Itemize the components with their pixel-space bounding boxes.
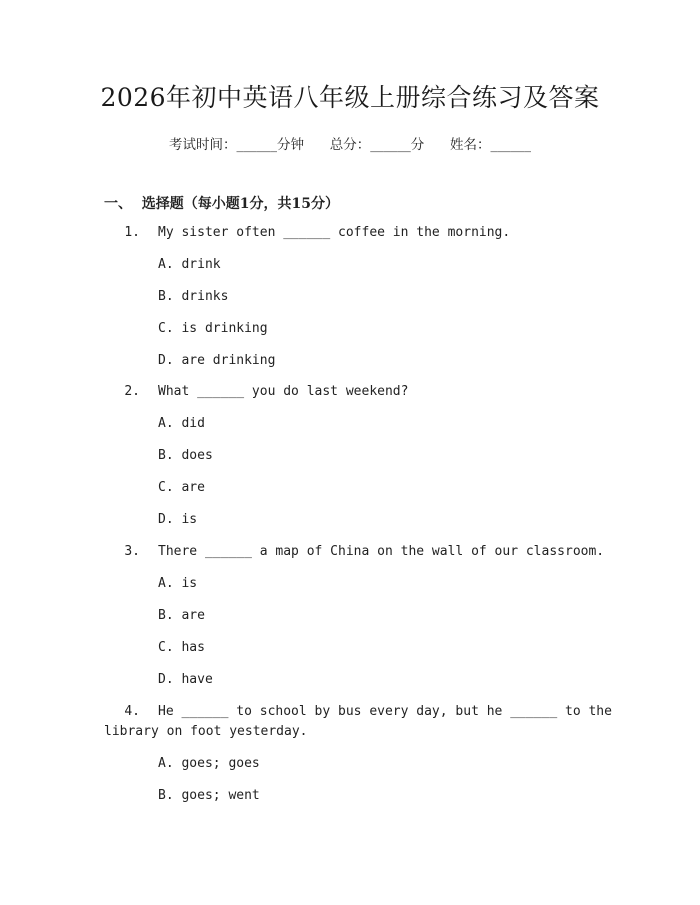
question-text: My sister often ______ coffee in the morning. — [158, 225, 511, 240]
question-text: There ______ a map of China on the wall of our classroom. — [158, 544, 605, 559]
question-number: 1. — [124, 225, 140, 240]
question-text-line-1: He ______ to school by bus every day, but he ______ to the — [158, 704, 612, 719]
option-a: A. is — [158, 576, 198, 591]
option-d: D. are drinking — [158, 353, 276, 368]
question-text: What ______ you do last weekend? — [158, 384, 409, 399]
question-number: 4. — [124, 704, 140, 719]
page-title: 2026年初中英语八年级上册综合练习及答案 — [100, 83, 600, 112]
option-b: B. goes; went — [158, 788, 260, 803]
option-a: A. goes; goes — [158, 756, 260, 771]
option-d: D. is — [158, 512, 198, 527]
option-b: B. drinks — [158, 289, 229, 304]
question-number: 2. — [124, 384, 140, 399]
option-b: B. are — [158, 608, 205, 623]
option-c: C. is drinking — [158, 321, 268, 336]
option-b: B. does — [158, 448, 213, 463]
option-d: D. have — [158, 672, 213, 687]
option-a: A. did — [158, 416, 205, 431]
option-c: C. are — [158, 480, 205, 495]
option-a: A. drink — [158, 257, 221, 272]
question-text-line-2: library on foot yesterday. — [104, 724, 308, 739]
option-c: C. has — [158, 640, 205, 655]
question-number: 3. — [124, 544, 140, 559]
exam-info-line: 考试时间：______分钟 总分：______分 姓名：______ — [169, 137, 531, 153]
section-heading: 一、 选择题（每小题1分，共15分） — [104, 196, 339, 212]
